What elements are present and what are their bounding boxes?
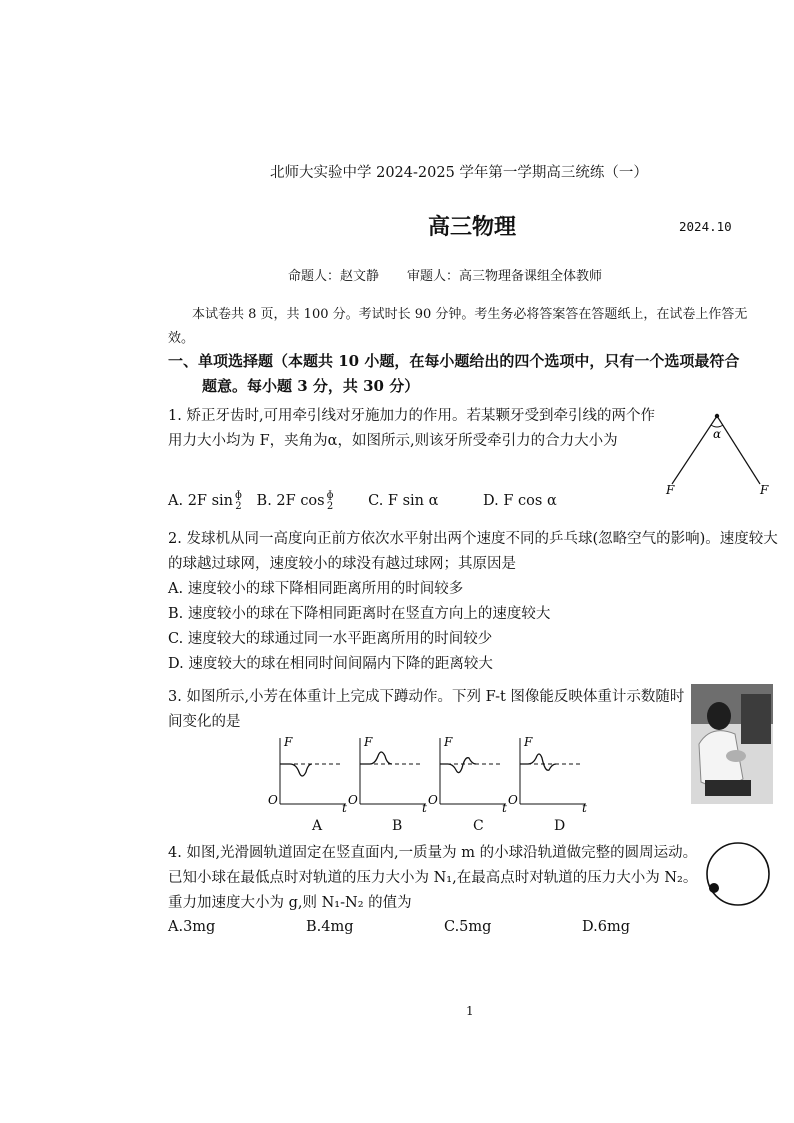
q4-option-b: B.4mg <box>306 919 354 935</box>
q1-force-diagram <box>660 408 780 498</box>
graph-label-c: C <box>473 818 484 834</box>
subject-title: 高三物理 <box>428 214 517 240</box>
svg-text:O: O <box>428 793 438 807</box>
graph-b <box>348 735 427 815</box>
q1-option-c: C. F sin α <box>368 493 439 509</box>
fraction-half: ɸ 2 <box>235 490 242 512</box>
school-title: 北师大实验中学 2024-2025 学年第一学期高三统练（一） <box>270 165 648 181</box>
svg-text:F: F <box>284 735 293 749</box>
question-1-options <box>168 490 557 512</box>
graph-c <box>428 735 507 815</box>
q3-graphs <box>262 732 602 816</box>
svg-text:F: F <box>364 735 373 749</box>
svg-text:O: O <box>348 793 358 807</box>
exam-date: 2024.10 <box>679 219 732 234</box>
q4-option-a: A.3mg <box>168 919 216 935</box>
section-heading-line1: 一、单项选择题（本题共 10 小题，在每小题给出的四个选项中，只有一个选项最符合 <box>168 352 740 370</box>
graph-label-b: B <box>392 818 403 834</box>
q1-option-d: D. F cos α <box>483 493 557 509</box>
svg-text:O: O <box>508 793 518 807</box>
graph-a <box>268 735 347 815</box>
reviewer: 审题人：高三物理备课组全体教师 <box>407 269 603 284</box>
svg-text:t: t <box>582 801 587 815</box>
q2-option-b: B. 速度较小的球在下降相同距离时在竖直方向上的速度较大 <box>168 606 551 622</box>
q4-option-c: C.5mg <box>444 919 492 935</box>
question-4-options <box>168 919 720 935</box>
q2-option-c: C. 速度较大的球通过同一水平距离所用的时间较少 <box>168 631 493 647</box>
graph-d <box>508 735 587 815</box>
page-number: 1 <box>466 1004 474 1018</box>
question-1-text: 1. 矫正牙齿时,可用牵引线对牙施加力的作用。若某颗牙受到牵引线的两个作用力大小均为 F，夹角为α，如图所示,则该牙所受牵引力的合力大小为 <box>168 408 656 449</box>
force-label-left: F <box>666 483 675 497</box>
svg-text:O: O <box>268 793 278 807</box>
question-3-text: 3. 如图所示,小芳在体重计上完成下蹲动作。下列 F-t 图像能反映体重计示数随时间变化的是 <box>168 689 685 730</box>
authors-line <box>288 265 602 284</box>
question-2-text: 2. 发球机从同一高度向正前方依次水平射出两个速度不同的乒乓球(忽略空气的影响)。速度较大的球越过球网，速度较小的球没有越过球网；其原因是 <box>168 531 778 572</box>
svg-text:t: t <box>342 801 347 815</box>
question-2 <box>168 527 788 677</box>
svg-text:F: F <box>524 735 533 749</box>
graph-label-d: D <box>554 818 566 834</box>
fraction-half: ɸ 2 <box>326 490 334 512</box>
ball-icon <box>709 883 719 893</box>
section-heading-line2: 题意。每小题 3 分，共 30 分） <box>202 377 420 395</box>
q1-option-a: A. 2F sin ɸ 2 <box>168 490 242 512</box>
q2-option-d: D. 速度较大的球在相同时间间隔内下降的距离较大 <box>168 656 493 672</box>
svg-text:t: t <box>422 801 427 815</box>
q1-option-b: B. 2F cos ɸ 2 <box>256 490 334 512</box>
q2-option-a: A. 速度较小的球下降相同距离所用的时间较多 <box>168 581 464 597</box>
section-heading <box>168 349 783 399</box>
author: 命题人：赵文静 <box>288 269 380 284</box>
exam-instructions: 本试卷共 8 页，共 100 分。考试时长 90 分钟。考生务必将答案答在答题纸上，在试卷上作答无效。 <box>168 307 748 346</box>
svg-text:F: F <box>444 735 453 749</box>
q4-option-d: D.6mg <box>582 919 630 935</box>
angle-alpha-label: α <box>713 427 722 441</box>
q3-photo <box>691 684 773 804</box>
force-label-right: F <box>760 483 769 497</box>
question-4-text: 4. 如图,光滑圆轨道固定在竖直面内,一质量为 m 的小球沿轨道做完整的圆周运动。已知小球在最低点时对轨道的压力大小为 N₁,在最高点时对轨道的压力大小为 N₂。重力加速度大小为 g,则 N₁-N₂ 的值为 <box>168 845 698 911</box>
graph-label-a: A <box>312 818 323 834</box>
q4-circle-track <box>702 838 774 910</box>
svg-text:t: t <box>502 801 507 815</box>
